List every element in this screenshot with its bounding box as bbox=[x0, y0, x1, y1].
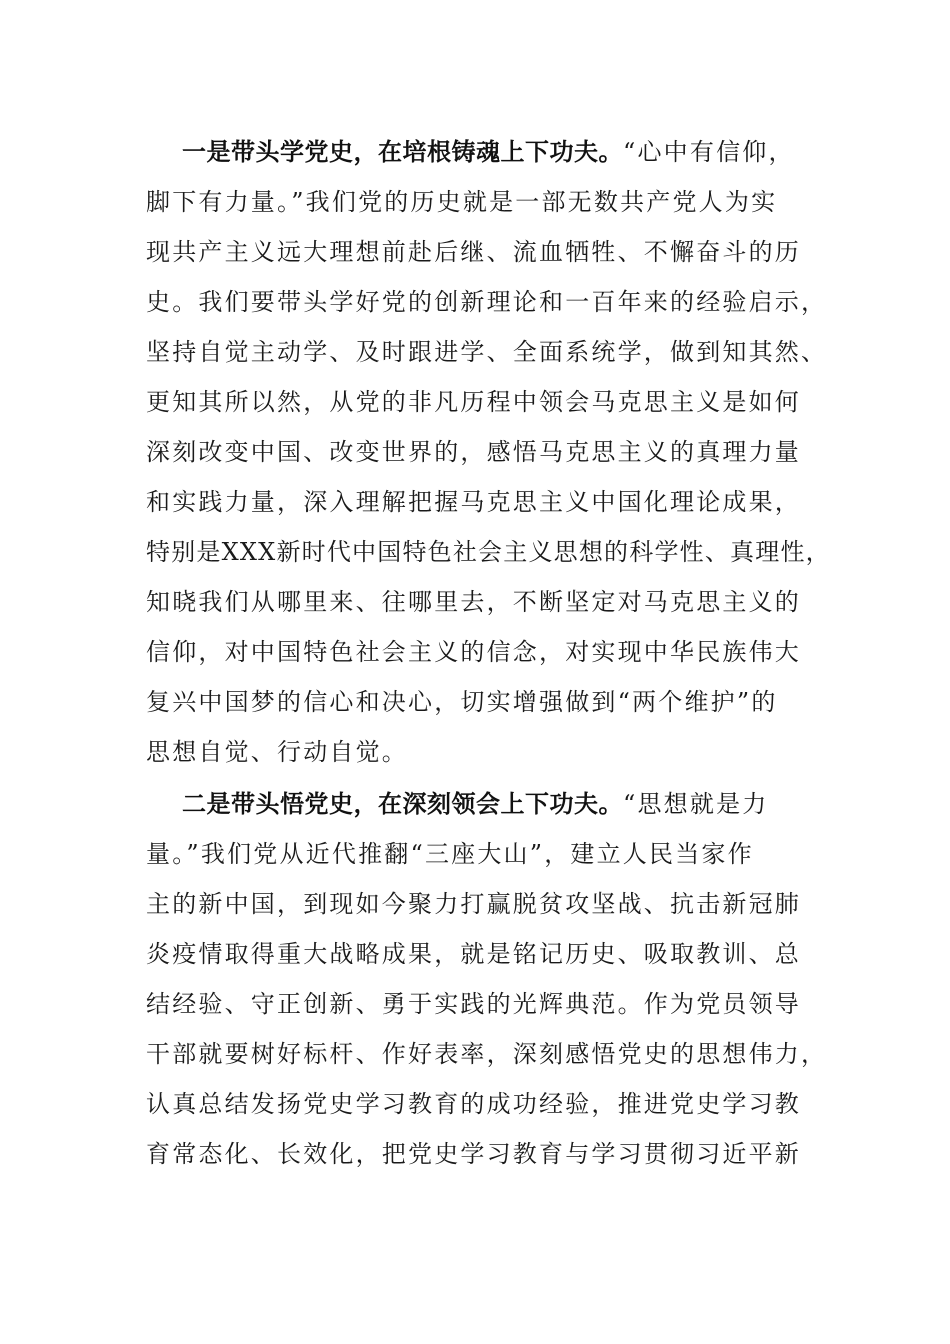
paragraph-1-line-12: 复兴中国梦的信心和决心，切实增强做到“两个维护”的 bbox=[146, 688, 778, 716]
paragraph-1-line-1 bbox=[182, 132, 795, 172]
paragraph-1-line-11: 信仰，对中国特色社会主义的信念，对实现中华民族伟大 bbox=[146, 638, 801, 666]
paragraph-1-line-6: 更知其所以然，从党的非凡历程中领会马克思主义是如何 bbox=[146, 388, 801, 416]
paragraph-1-lead: 一是带头学党史，在培根铸魂上下功夫。 bbox=[182, 138, 623, 166]
paragraph-2-lead: 二是带头悟党史，在深刻领会上下功夫。 bbox=[182, 790, 623, 818]
paragraph-2-line-1 bbox=[182, 784, 768, 824]
paragraph-1-line-2: 脚下有力量。”我们党的历史就是一部无数共产党人为实 bbox=[146, 188, 778, 216]
paragraph-2-line-3: 主的新中国，到现如今聚力打赢脱贫攻坚战、抗击新冠肺 bbox=[146, 890, 801, 918]
paragraph-2-line-8: 育常态化、长效化，把党史学习教育与学习贯彻习近平新 bbox=[146, 1140, 801, 1168]
paragraph-1-line-4: 史。我们要带头学好党的创新理论和一百年来的经验启示， bbox=[146, 288, 828, 316]
paragraph-1-line-10: 知晓我们从哪里来、往哪里去，不断坚定对马克思主义的 bbox=[146, 588, 801, 616]
paragraph-2-line-2: 量。”我们党从近代推翻“三座大山”，建立人民当家作 bbox=[146, 840, 754, 868]
paragraph-2-line-6: 干部就要树好标杆、作好表率，深刻感悟党史的思想伟力， bbox=[146, 1040, 828, 1068]
paragraph-2-line-4: 炎疫情取得重大战略成果，就是铭记历史、吸取教训、总 bbox=[146, 940, 801, 968]
paragraph-1-line-5: 坚持自觉主动学、及时跟进学、全面系统学，做到知其然、 bbox=[146, 338, 828, 366]
paragraph-1-line-13: 思想自觉、行动自觉。 bbox=[146, 738, 408, 766]
paragraph-1-line-1-text: “心中有信仰， bbox=[623, 138, 795, 166]
paragraph-2-line-5: 结经验、守正创新、勇于实践的光辉典范。作为党员领导 bbox=[146, 990, 801, 1018]
paragraph-1-line-7: 深刻改变中国、改变世界的，感悟马克思主义的真理力量 bbox=[146, 438, 801, 466]
paragraph-2-line-1-text: “思想就是力 bbox=[623, 790, 769, 818]
paragraph-2-line-7: 认真总结发扬党史学习教育的成功经验，推进党史学习教 bbox=[146, 1090, 801, 1118]
paragraph-1-line-3: 现共产主义远大理想前赴后继、流血牺牲、不懈奋斗的历 bbox=[146, 238, 801, 266]
paragraph-1-line-9: 特别是XXX新时代中国特色社会主义思想的科学性、真理性， bbox=[146, 538, 831, 566]
paragraph-1-line-8: 和实践力量，深入理解把握马克思主义中国化理论成果， bbox=[146, 488, 801, 516]
